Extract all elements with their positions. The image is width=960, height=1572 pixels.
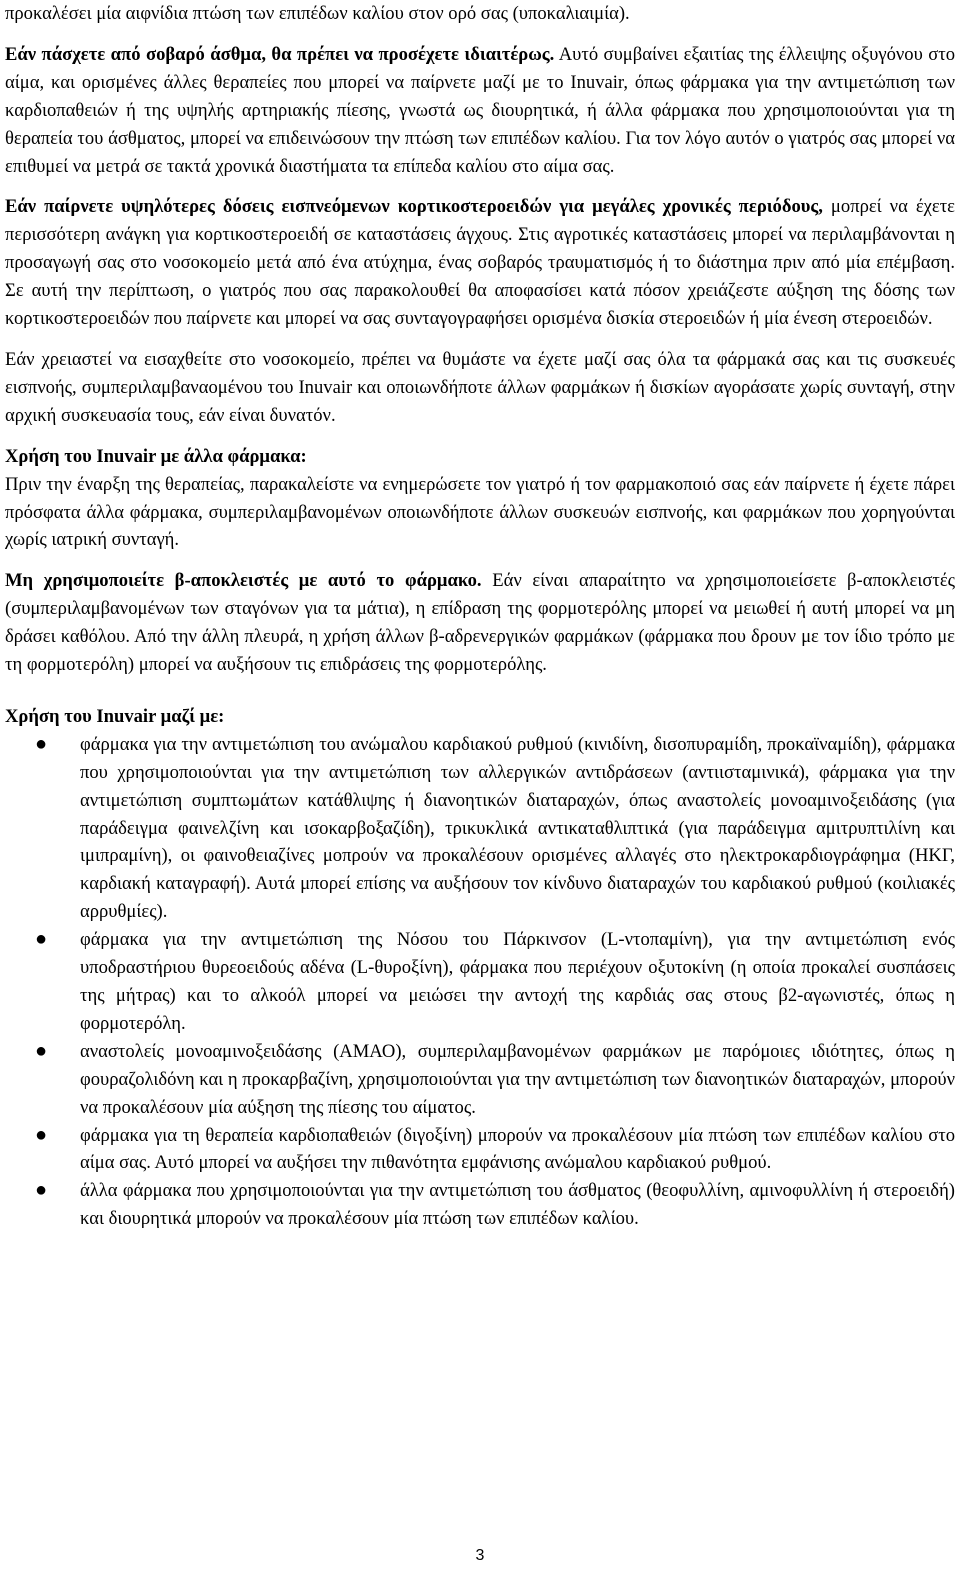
- beta-blocker-paragraph: [5, 567, 955, 679]
- bullet-icon: ●: [35, 928, 48, 951]
- bullet-icon: ●: [35, 1179, 48, 1202]
- page-number: 3: [475, 1547, 485, 1564]
- steroid-warning-bold: Εάν παίρνετε υψηλότερες δόσεις εισπνεόμενων κορτικοστεροειδών για μεγάλες χρονικές περιόδους,: [5, 196, 823, 218]
- list-item: ● φάρμακα για την αντιμετώπιση του ανώμαλου καρδιακού ρυθμού (κινιδίνη, δισοπυραμίδη, προκαϊναμίδη), φάρμακα που χρησιμοποιούνται για την αντιμετώπιση των αλλεργικών αντιδράσεων (αντιισταμινικά), φάρμακα για την αντιμετώπιση συμπτωμάτων κατάθλιψης ή διανοητικών διαταραχών, όπως αναστολείς μονοαμινοξειδάσης (για παράδειγμα φαινελζίνη και ισοκαρβοξαζίδη), τρικυκλικά αντικαταθλιπτικά (για παράδειγμα αμιτρυπτιλίνη και ιμιπραμίνη), οι φαινοθειαζίνες μοπρούν να προκαλέσουν ορισμένες αλλαγές στο ηλεκτροκαρδιογράφημα (ΗΚΓ, καρδιακή καταγραφή). Αυτά μπορεί επίσης να αυξήσουν τον κίνδυνο διαταραχών του καρδιακού ρυθμού (κοιλιακές αρρυθμίες).: [35, 732, 955, 923]
- asthma-paragraph: [5, 41, 955, 181]
- list-item: ● αναστολείς μονοαμινοξειδάσης (ΑΜΑΟ), συμπεριλαμβανομένων φαρμάκων με παρόμοιες ιδιότητες, όπως η φουραζολιδόνη και η προκαρβαζίνη, χρησιμοποιούνται για την αντιμετώπιση των διανοητικών διαταραχών, μπορούν να προκαλέσουν μία αύξηση της πίεσης του αίματος.: [35, 1039, 955, 1118]
- steroid-paragraph: [5, 193, 955, 333]
- list-item: ● φάρμακα για τη θεραπεία καρδιοπαθειών (διγοξίνη) μπορούν να προκαλέσουν μία πτώση των επιπέδων καλίου στο αίμα σας. Αυτό μπορεί να αυξήσει την πιθανότητα εμφάνισης ανώμαλου καρδιακού ρυθμού.: [35, 1123, 955, 1174]
- list-item: ● άλλα φάρμακα που χρησιμοποιούνται για την αντιμετώπιση του άσθματος (θεοφυλλίνη, αμινοφυλλίνη ή στεροειδή) και διουρητικά μπορούν να προκαλέσουν μία πτώση των επιπέδων καλίου.: [35, 1179, 955, 1230]
- document-page: [5, 0, 955, 1233]
- bullet-icon: ●: [35, 732, 48, 755]
- other-meds-heading: Χρήση του Inuvair με άλλα φάρμακα:: [5, 445, 307, 467]
- beta-blocker-warning-bold: Μη χρησιμοποιείτε β-αποκλειστές με αυτό το φάρμακο.: [5, 570, 482, 592]
- asthma-explanation: Αυτό συμβαίνει εξαιτίας της έλλειψης οξυγόνου στο αίμα, και ορισμένες άλλες θεραπείες που μπορεί να παίρνετε μαζί με το Inuvair, όπως φάρμακα για την αντιμετώπιση των καρδιοπαθειών ή της υψηλής αρτηριακής πίεσης, γνωστά ως διουρητικά, ή άλλα φάρμακα που χρησιμοποιούνται για τη θεραπεία του άσθματος, μπορεί να επιδεινώσουν την πτώση των επιπέδων καλίου. Για τον λόγο αυτόν ο γιατρός σας μπορεί να επιθυμεί να μετρά σε τακτά χρονικά διαστήματα τα επίπεδα καλίου στο αίμα σας.: [5, 43, 955, 177]
- other-meds-paragraph: Πριν την έναρξη της θεραπείας, παρακαλείστε να ενημερώσετε τον γιατρό ή τον φαρμακοποιό σας εάν παίρνετε ή έχετε πάρει πρόσφατα άλλα φάρμακα, συμπεριλαμβανομένων οποιωνδήποτε άλλων συσκευών εισπνοής, και φαρμάκων που χορηγούνται χωρίς ιατρική συνταγή.: [5, 473, 955, 551]
- interactions-heading: Χρήση του Inuvair μαζί με:: [5, 705, 225, 727]
- bullet-icon: ●: [35, 1123, 48, 1146]
- interactions-list: [5, 731, 955, 1233]
- asthma-warning-bold: Εάν πάσχετε από σοβαρό άσθμα, θα πρέπει να προσέχετε ιδιαιτέρως.: [5, 43, 555, 65]
- list-item: ● φάρμακα για την αντιμετώπιση της Νόσου του Πάρκινσον (L-ντοπαμίνη), για την αντιμετώπιση ενός υποδραστήριου θυρεοειδούς αδένα (L-θυροξίνη), φάρμακα που περιέχουν οξυτοκίνη (η οποία προκαλεί συσπάσεις της μήτρας) και το αλκοόλ μπορεί να μειώσει την αντοχή της καρδιάς σας στους β2-αγωνιστές, όπως η φορμοτερόλη.: [35, 928, 955, 1034]
- steroid-explanation: μοπρεί να έχετε περισσότερη ανάγκη για κορτικοστεροειδή σε καταστάσεις άγχους. Στις αγροτικές καταστάσεις μπορεί να περιλαμβάνονται η προσαγωγή σας στο νοσοκομείο μετά από ένα ατύχημα, ένας σοβαρός τραυματισμός ή το διάστημα πριν από μία επέμβαση. Σε αυτή την περίπτωση, ο γιατρός που σας παρακολουθεί θα αποφασίσει κατά πόσον χρειάζεστε αύξηση της δόσης των κορτικοστεροειδών που παίρνετε και μπορεί να σας συνταγογραφήσει ορισμένα δισκία στεροειδών ή μία ένεση στεροειδών.: [5, 196, 955, 330]
- beta-blocker-explanation: Εάν είναι απαραίτητο να χρησιμοποιείσετε β-αποκλειστές (συμπεριλαμβανομένων των σταγόνων για τα μάτια), η επίδραση της φορμοτερόλης μπορεί να μειωθεί ή αυτή μπορεί να μη δράσει καθόλου. Από την άλλη πλευρά, η χρήση άλλων β-αδρενεργικών φαρμάκων (φάρμακα που δρουν με τον ίδιο τρόπο με τη φορμοτερόλη) μπορεί να αυξήσουν τις επιδράσεις της φορμοτερόλης.: [5, 570, 956, 676]
- bullet-icon: ●: [35, 1039, 48, 1062]
- hospital-paragraph: Εάν χρειαστεί να εισαχθείτε στο νοσοκομείο, πρέπει να θυμάστε να έχετε μαζί σας όλα τα φάρμακά σας και τις συσκευές εισπνοής, συμπεριλαμβαναομένου του Inuvair και οποιωνδήποτε άλλων φαρμάκων ή δισκίων αγοράσατε χωρίς συνταγή, στην αρχική συσκευασία τους, εάν είναι δυνατόν.: [5, 348, 955, 426]
- intro-paragraph: προκαλέσει μία αιφνίδια πτώση των επιπέδων καλίου στον ορό σας (υποκαλιαιμία).: [5, 3, 630, 24]
